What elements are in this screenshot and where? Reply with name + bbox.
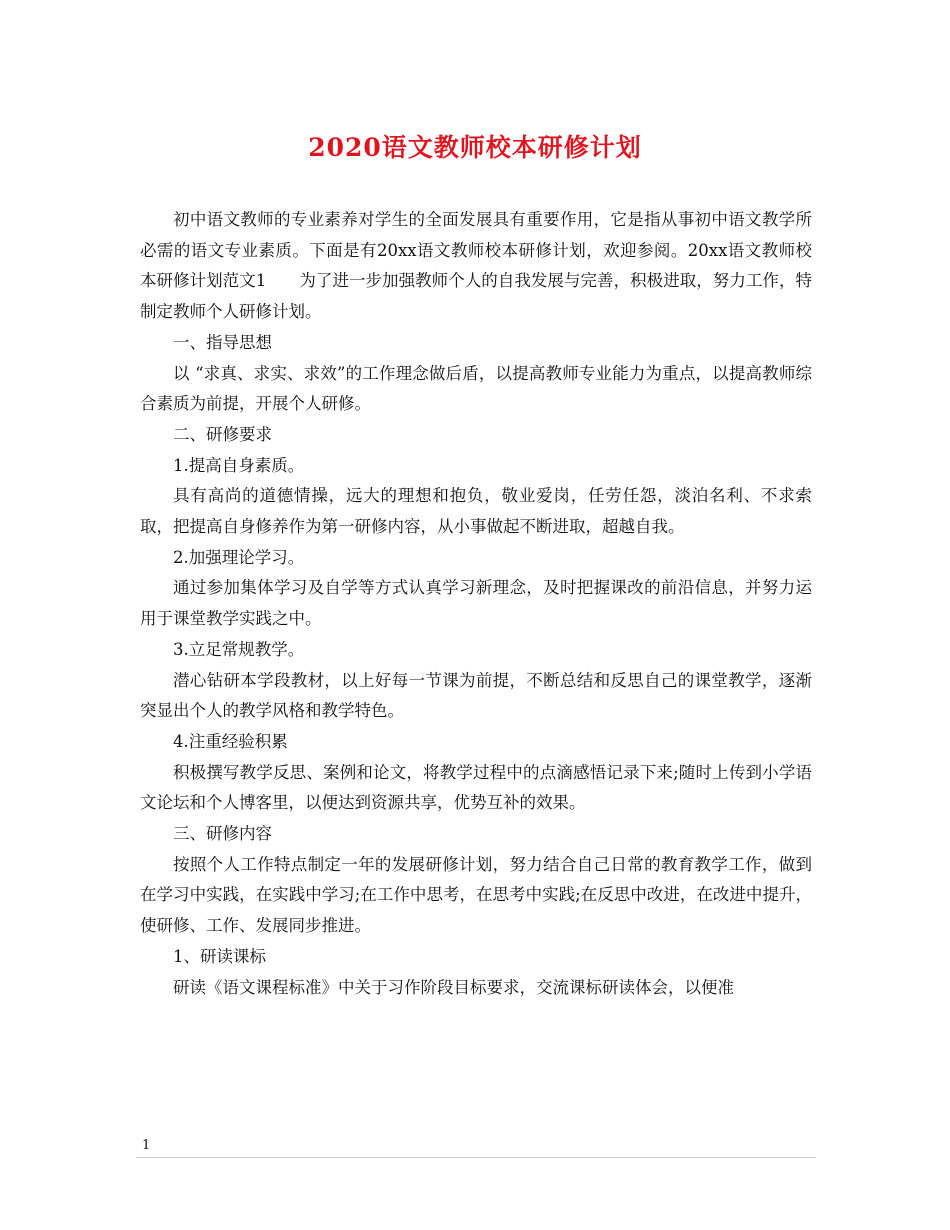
subheading-experience: 4.注重经验积累 [173,731,288,751]
subheading-curriculum-standards: 1、研读课标 [173,946,266,966]
subheading-self-quality: 1.提高自身素质。 [173,455,305,475]
paragraph-experience: 积极撰写教学反思、案例和论文，将教学过程中的点滴感悟记录下来;随时上传到小学语文论坛和个人博客里，以便达到资源共享，优势互补的效果。 [140,762,812,813]
paragraph-intro: 初中语文教师的专业素养对学生的全面发展具有重要作用，它是指从事初中语文教学所必需的语文专业素质。下面是有20xx语文教师校本研修计划，欢迎参阅。20xx语文教师校本研修计划范文1 为了进一步加强教师个人的自我发展与完善，积极进取，努力工作，特制定教师个人研修计划。 [140,210,812,322]
paragraph-self-quality: 具有高尚的道德情操，远大的理想和抱负，敬业爱岗，任劳任怨，淡泊名利、不求索取，把提高自身修养作为第一研修内容，从小事做起不断进取，超越自我。 [140,486,812,537]
paragraph-curriculum-standards: 研读《语文课程标准》中关于习作阶段目标要求，交流课标研读体会，以便准 [173,977,734,997]
page-number: 1 [142,1138,151,1153]
paragraph-theory-study: 通过参加集体学习及自学等方式认真学习新理念，及时把握课改的前沿信息，并努力运用于课堂教学实践之中。 [140,578,812,629]
heading-study-requirements: 二、研修要求 [173,424,272,444]
paragraph-study-content: 按照个人工作特点制定一年的发展研修计划，努力结合自己日常的教育教学工作，做到在学习中实践，在实践中学习;在工作中思考，在思考中实践;在反思中改进，在改进中提升，使研修、工作、发展同步推进。 [140,854,812,936]
document-body [140,205,812,1003]
footer-divider [136,1157,816,1158]
subheading-routine-teaching: 3.立足常规教学。 [173,639,305,659]
paragraph-routine-teaching: 潜心钻研本学段教材，以上好每一节课为前提，不断总结和反思自己的课堂教学，逐渐突显出个人的教学风格和教学特色。 [140,670,812,721]
subheading-theory-study: 2.加强理论学习。 [173,547,305,567]
document-title: 2020语文教师校本研修计划 [308,133,642,162]
paragraph-guiding-ideology: 以 “求真、求实、求效”的工作理念做后盾，以提高教师专业能力为重点，以提高教师综合素质为前提，开展个人研修。 [140,363,812,414]
heading-guiding-ideology: 一、指导思想 [173,332,272,352]
heading-study-content: 三、研修内容 [173,824,272,844]
